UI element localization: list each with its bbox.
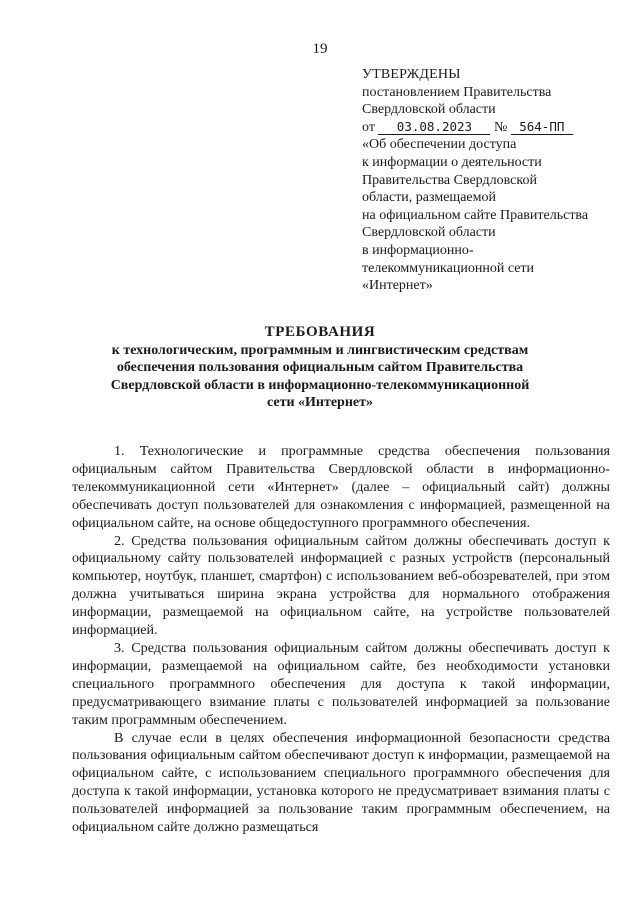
approval-subject-line: в информационно- xyxy=(362,242,474,258)
heading-line: к технологическим, программным и лингвистическим средствам xyxy=(111,342,529,358)
approval-title: УТВЕРЖДЕНЫ xyxy=(362,67,461,82)
approval-date-line xyxy=(362,119,622,137)
approval-line: Свердловской области xyxy=(362,102,496,118)
heading-line: Свердловской области в информационно-телекоммуникационной xyxy=(110,377,530,393)
paragraph-4: В случае если в целях обеспечения информационной безопасности средства пользования официальным сайтом обеспечивают доступ к информации, размещаемой на официальном сайте, с использованием специального программного обеспечения для доступа к такой информации, установка которого не предусматривает взимания платы с пользователей информацией за пользование таким программным обеспечением, на официальном сайте должно размещаться xyxy=(72,729,610,836)
paragraph-1: 1. Технологические и программные средства обеспечения пользования официальным сайтом Правительства Свердловской области в информационно-телекоммуникационной сети «Интернет» (далее – официальный сайт) должны обеспечивать доступ пользователей для ознакомления с информацией, размещенной на официальном сайте, на основе общедоступного программного обеспечения. xyxy=(72,443,610,531)
paragraph-2: 2. Средства пользования официальным сайтом должны обеспечивать доступ к официальному сайту пользователей информацией с разных устройств (персональный компьютер, ноутбук, планшет, смартфон) с использованием веб-обозревателей, при этом должна учитываться ширина экрана устройства для нормального отображения информации, размещаемой на официальном сайте, на устройстве пользователей информацией. xyxy=(72,532,610,639)
approval-subject-line: к информации о деятельности xyxy=(362,154,542,170)
approval-subject-line: области, размещаемой xyxy=(362,190,496,206)
approval-subject-line: Правительства Свердловской xyxy=(362,172,537,188)
heading-line: обеспечения пользования официальным сайтом Правительства xyxy=(116,360,524,375)
date-value: 03.08.2023 xyxy=(378,120,490,135)
document-body xyxy=(72,443,610,837)
approval-line: постановлением Правительства xyxy=(362,84,552,100)
number-value: 564-ПП xyxy=(511,120,573,135)
approval-subject-line: Свердловской области xyxy=(362,225,496,241)
approval-block xyxy=(362,66,622,295)
approval-subject-line: «Об обеспечении доступа xyxy=(362,137,517,153)
document-heading xyxy=(60,324,580,412)
heading-title: ТРЕБОВАНИЯ xyxy=(264,324,376,340)
paragraph-3: 3. Средства пользования официальным сайтом должны обеспечивать доступ к информации, размещаемой на официальном сайте, без необходимости установки специального программного обеспечения для доступа к такой информации, предусматривающего взимание платы с пользователей информацией за пользование таким программным обеспечением. xyxy=(72,639,610,728)
heading-line: сети «Интернет» xyxy=(266,395,374,410)
approval-subject-line: «Интернет» xyxy=(362,278,433,294)
page-number: 19 xyxy=(312,41,328,57)
number-prefix: № xyxy=(493,119,508,135)
date-prefix: от xyxy=(362,119,375,135)
approval-subject-line: телекоммуникационной сети xyxy=(362,260,535,276)
approval-subject-line: на официальном сайте Правительства xyxy=(362,207,589,223)
